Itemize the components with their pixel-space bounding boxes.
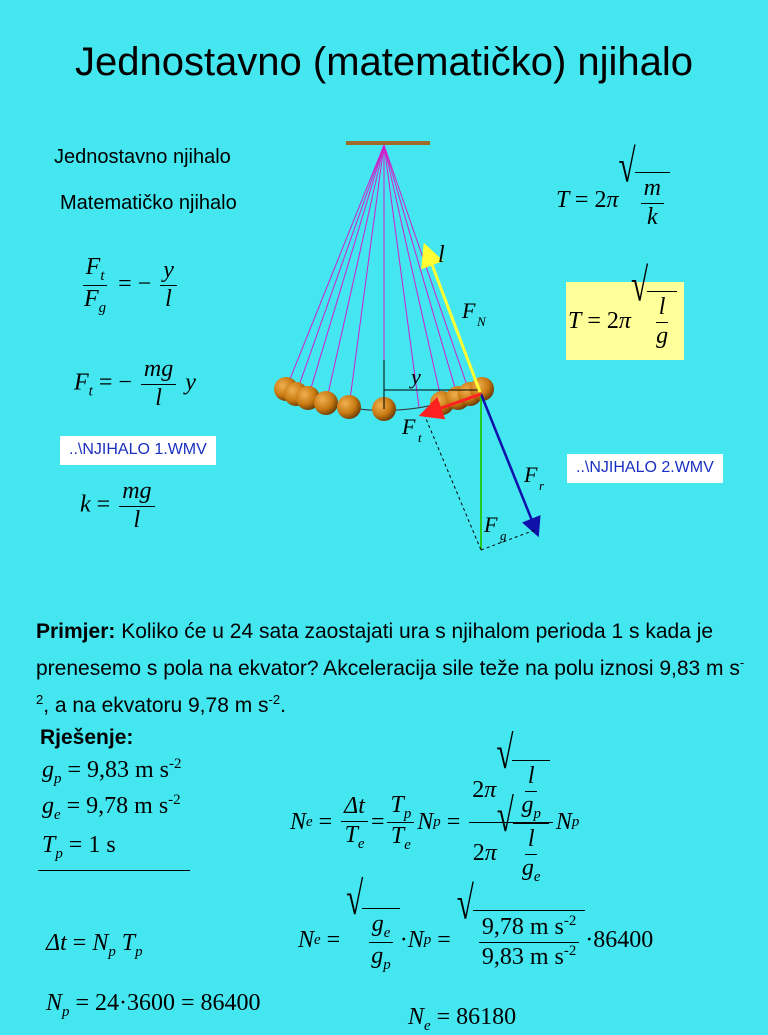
- formula-ne-numeric: N e = √ $\frac{g_e}{g_p}$ · N p = √ $\frac{9,78 m s^{-2}}{9,83 m s^{-2}}$ ·86400: [298, 872, 654, 973]
- pendulum-strings: [286, 145, 470, 409]
- label-fg-sub: g: [500, 528, 507, 543]
- label-mathematical-pendulum: Matematičko njihalo: [60, 192, 237, 214]
- label-fn-sub: N: [477, 314, 486, 329]
- given-gp: $g_p = 9,83$ m $s^{-2}$: [42, 756, 182, 787]
- label-fr: F: [524, 462, 538, 487]
- label-fn: F: [462, 298, 476, 323]
- resultant-vector: [481, 394, 535, 528]
- label-y: y: [411, 364, 421, 389]
- label-l: l: [438, 242, 445, 268]
- formula-np: $N_p = 24\cdot 3600 = 86400$: [46, 990, 261, 1020]
- given-ge: $g_e = 9,78$ m $s^{-2}$: [42, 792, 181, 823]
- video-link-1[interactable]: ..\NJIHALO 1.WMV: [60, 436, 216, 465]
- label-fg: F: [484, 512, 498, 537]
- label-ft-sub: t: [418, 430, 422, 445]
- pendulum-support: [346, 141, 430, 145]
- given-tp: $T_p = 1$ s: [42, 832, 116, 862]
- label-fr-sub: r: [539, 478, 545, 493]
- video-link-2[interactable]: ..\NJIHALO 2.WMV: [567, 454, 723, 483]
- formula-ne-result: $N_e = 86180$: [408, 1004, 517, 1034]
- given-divider: [38, 870, 190, 871]
- formula-delta-t: $\Delta t = N_p$ $T_p$: [46, 930, 143, 960]
- label-ft: F: [402, 414, 416, 439]
- formula-spring-constant: k = $\frac{mg}{l}$: [80, 478, 158, 534]
- page-title: Jednostavno (matematičko) njihalo: [74, 40, 694, 84]
- formula-period-pendulum: T = 2 π √ $\frac{l}{g}$: [566, 282, 684, 360]
- label-simple-pendulum: Jednostavno njihalo: [54, 146, 231, 168]
- solution-heading: Rješenje:: [40, 726, 134, 749]
- formula-tangential-force: $F_t$ = − $\frac{mg}{l}$ y: [74, 356, 196, 411]
- problem-text: Primjer: Koliko će u 24 sata zaostajati ura s njihalom perioda 1 s kada je prenesemo s pola na ekvator? Akceleracija sile teže na polu iznosi 9,83 m $s^{-2}$, a na ekvatoru 9,78 m $s^{-2}$.: [36, 620, 745, 717]
- formula-ne-ratio: N e = $\frac{\Delta t}{T_e}$ = $\frac{T_p}{T_e}$ N p = 2π √ $\frac{l}{g_p}$ 2π √ $\frac{l}{g_e}$ N p: [290, 725, 580, 885]
- formula-period-spring: T = 2π √ $\frac{m}{k}$: [556, 172, 670, 231]
- formula-force-ratio: $\frac{F_t}{F_g}$ = − $\frac{y}{l}$: [78, 254, 180, 317]
